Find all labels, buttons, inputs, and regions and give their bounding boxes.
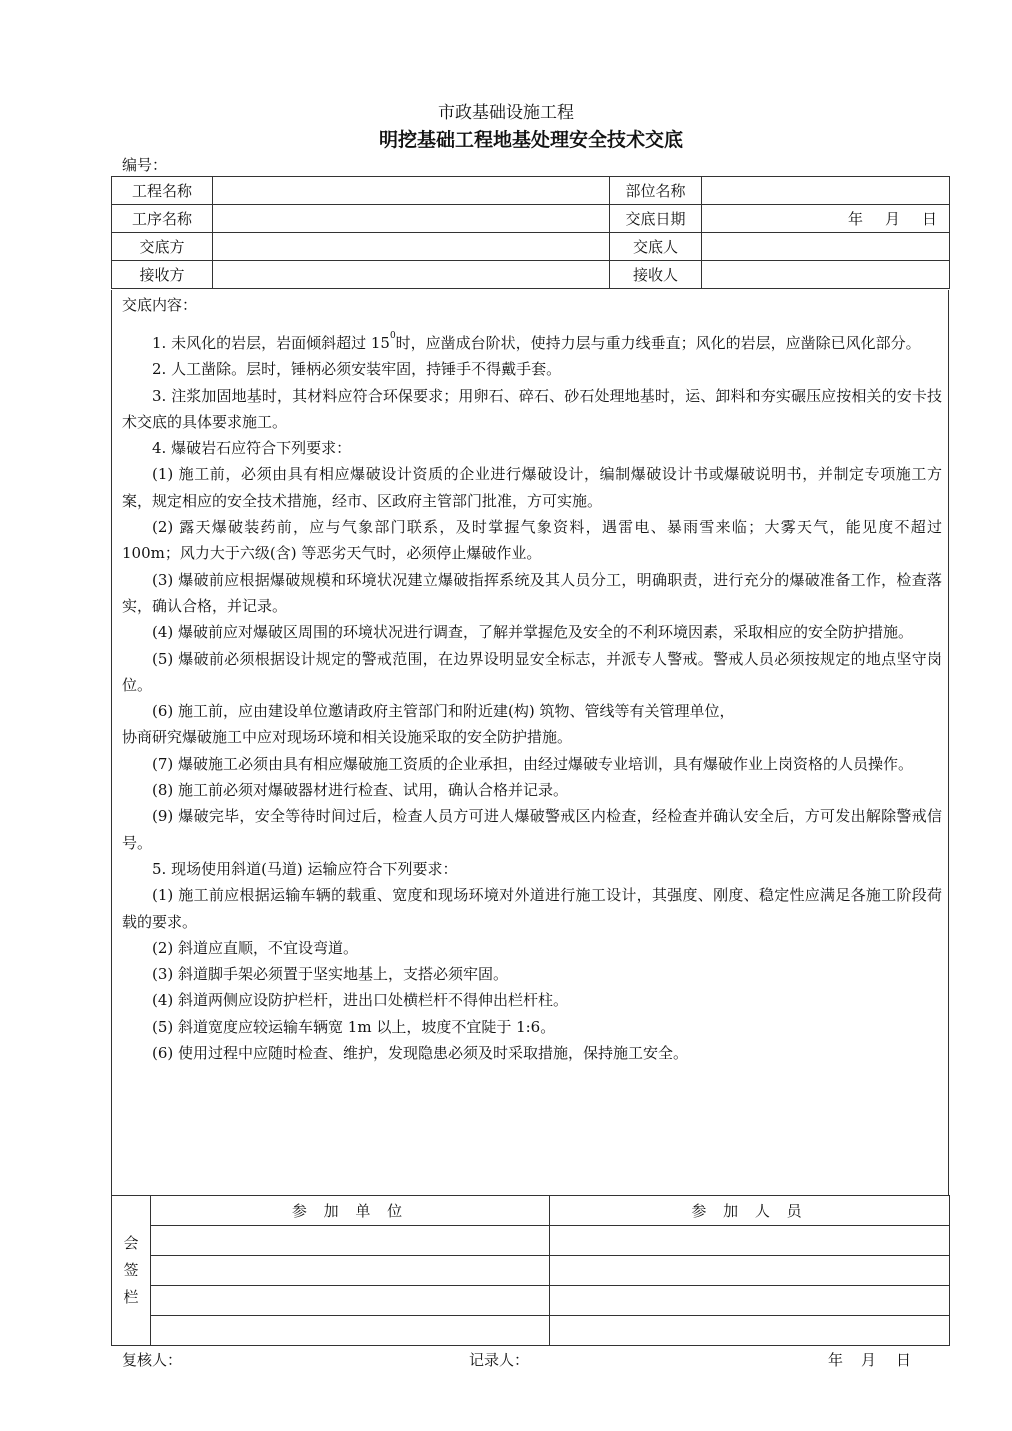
project-name-field[interactable] <box>213 177 610 205</box>
unit-column-header: 参 加 单 位 <box>151 1196 550 1226</box>
footer-day: 日 <box>896 1351 912 1369</box>
process-name-label: 工序名称 <box>112 205 213 233</box>
unit-cell[interactable] <box>151 1226 550 1256</box>
document-subtitle: 市政基础设施工程 <box>438 103 574 123</box>
item-4-7: (7) 爆破施工必须由具有相应爆破施工资质的企业承担，由经过爆破专业培训，具有爆破作业上岗资格的人员操作。 <box>152 754 914 773</box>
process-name-field[interactable] <box>213 205 610 233</box>
people-cell[interactable] <box>550 1286 950 1316</box>
unit-cell[interactable] <box>151 1256 550 1286</box>
info-table <box>111 176 950 289</box>
item-4-3: (3) 爆破前应根据爆破规模和环境状况建立爆破指挥系统及其人员分工，明确职责，进行充分的爆破准备工作，检查落实，确认合格，并记录。 <box>122 570 942 615</box>
people-cell[interactable] <box>550 1316 950 1346</box>
item-4-2: (2) 露天爆破装药前，应与气象部门联系，及时掌握气象资料，遇雷电、暴雨雪来临；大雾天气，能见度不超过 100m；风力大于六级(含) 等恶劣天气时，必须停止爆破作业。 <box>122 518 942 563</box>
receiving-party-label: 接收方 <box>112 261 213 289</box>
item-4-5: (5) 爆破前必须根据设计规定的警戒范围，在边界设明显安全标志，并派专人警戒。警戒人员必须按规定的地点坚守岗位。 <box>122 649 942 694</box>
sign-table <box>111 1195 950 1346</box>
item-2: 2. 人工凿除。层时，锤柄必须安装牢固，持锤手不得戴手套。 <box>152 360 562 379</box>
table-row <box>112 1196 950 1226</box>
item-4-4: (4) 爆破前应对爆破区周围的环境状况进行调查，了解并掌握危及安全的不利环境因素，采取相应的安全防护措施。 <box>152 623 914 642</box>
item-5-5: (5) 斜道宽度应较运输车辆宽 1m 以上，坡度不宜陡于 1:6。 <box>152 1017 556 1036</box>
people-cell[interactable] <box>550 1226 950 1256</box>
handover-person-label: 交底人 <box>610 233 702 261</box>
content-label: 交底内容： <box>122 296 198 314</box>
handover-party-label: 交底方 <box>112 233 213 261</box>
table-row <box>112 1226 950 1256</box>
item-5-1: (1) 施工前应根据运输车辆的载重、宽度和现场环境对外道进行施工设计，其强度、刚度、稳定性应满足各施工阶段荷载的要求。 <box>122 886 942 931</box>
item-4-6-cont: 协商研究爆破施工中应对现场环境和相关设施采取的安全防护措施。 <box>122 728 573 747</box>
table-row <box>112 1316 950 1346</box>
item-1: 1. 未风化的岩层，岩面倾斜超过 $15^0$时，应凿成台阶状，使持力层与重力线垂直；风化的岩层，应凿除已风化部分。 <box>152 331 921 352</box>
recorder-label: 记录人： <box>469 1351 530 1369</box>
item-5-4: (4) 斜道两侧应设防护栏杆，进出口处横栏杆不得伸出栏杆柱。 <box>152 991 569 1010</box>
handover-party-field[interactable] <box>213 233 610 261</box>
item-4-6: (6) 施工前，应由建设单位邀请政府主管部门和附近建(构) 筑物、管线等有关管理单位， <box>152 702 735 721</box>
item-5: 5. 现场使用斜道(马道) 运输应符合下列要求： <box>152 859 458 878</box>
unit-cell[interactable] <box>151 1286 550 1316</box>
receiver-field[interactable] <box>702 261 950 289</box>
footer-month: 月 <box>861 1351 877 1369</box>
table-row <box>112 261 950 289</box>
content-section <box>111 290 949 1195</box>
item-4: 4. 爆破岩石应符合下列要求： <box>152 439 352 458</box>
handover-date-field[interactable] <box>702 205 950 233</box>
content-body <box>122 330 942 1066</box>
item-5-3: (3) 斜道脚手架必须置于坚实地基上，支搭必须牢固。 <box>152 965 509 984</box>
item-4-1: (1) 施工前，必须由具有相应爆破设计资质的企业进行爆破设计，编制爆破设计书或爆破说明书，并制定专项施工方案，规定相应的安全技术措施，经市、区政府主管部门批准，方可实施。 <box>122 465 942 510</box>
table-row <box>112 177 950 205</box>
item-5-6: (6) 使用过程中应随时检查、维护，发现隐患必须及时采取措施，保持施工安全。 <box>152 1044 689 1063</box>
reviewer-label: 复核人： <box>122 1351 183 1369</box>
sign-column-label: 会 签 栏 <box>112 1196 151 1346</box>
receiver-label: 接收人 <box>610 261 702 289</box>
item-5-2: (2) 斜道应直顺，不宜设弯道。 <box>152 938 359 957</box>
table-row <box>112 1256 950 1286</box>
unit-cell[interactable] <box>151 1316 550 1346</box>
date-year: 年 <box>847 210 863 228</box>
table-row <box>112 205 950 233</box>
document-title: 明挖基础工程地基处理安全技术交底 <box>378 129 683 151</box>
date-day: 日 <box>921 210 937 228</box>
project-name-label: 工程名称 <box>112 177 213 205</box>
part-name-label: 部位名称 <box>610 177 702 205</box>
footer-year: 年 <box>828 1351 844 1369</box>
part-name-field[interactable] <box>702 177 950 205</box>
people-cell[interactable] <box>550 1256 950 1286</box>
item-4-9: (9) 爆破完毕，安全等待时间过后，检查人员方可进人爆破警戒区内检查，经检查并确认安全后，方可发出解除警戒信号。 <box>122 807 942 852</box>
item-4-8: (8) 施工前必须对爆破器材进行检查、试用，确认合格并记录。 <box>152 781 569 800</box>
date-month: 月 <box>884 210 900 228</box>
receiving-party-field[interactable] <box>213 261 610 289</box>
table-row <box>112 1286 950 1316</box>
people-column-header: 参 加 人 员 <box>550 1196 950 1226</box>
table-row <box>112 233 950 261</box>
item-3: 3. 注浆加固地基时，其材料应符合环保要求；用卵石、碎石、砂石处理地基时，运、卸料和夯实碾压应按相关的安卡技术交底的具体要求施工。 <box>122 386 942 431</box>
handover-person-field[interactable] <box>702 233 950 261</box>
handover-date-label: 交底日期 <box>610 205 702 233</box>
number-label: 编号： <box>122 156 168 174</box>
